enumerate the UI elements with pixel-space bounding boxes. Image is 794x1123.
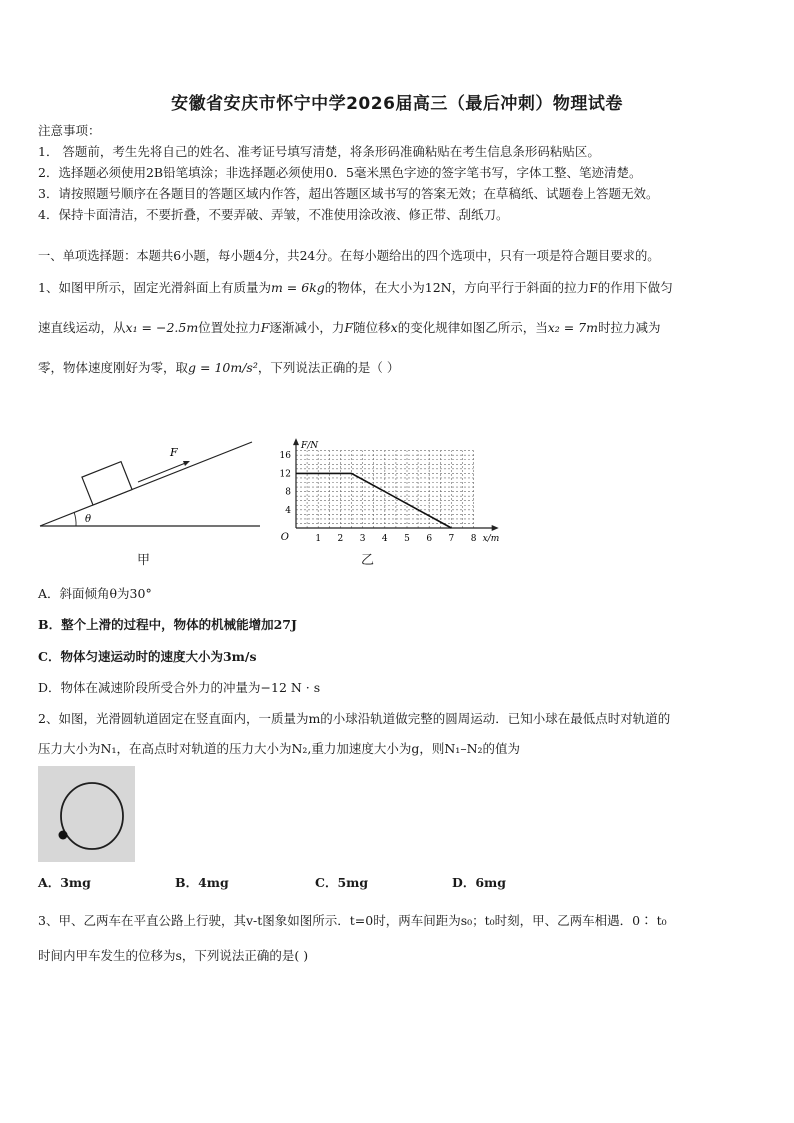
q1-option-c: C．物体匀速运动时的速度大小为3m/s — [38, 649, 257, 664]
q1-mass: m = 6kg — [270, 280, 325, 295]
q1-line-2 — [38, 318, 661, 336]
q1-line-1 — [38, 278, 673, 296]
y-axis-arrow — [293, 438, 299, 445]
y-tick-label: 12 — [279, 469, 291, 480]
note-item-3: 3．请按照题号顺序在各题目的答题区域内作答，超出答题区域书写的答案无效；在草稿纸、试题卷上答题无效。 — [38, 186, 659, 201]
x-tick-label: 4 — [381, 534, 388, 544]
x-tick-label: 5 — [404, 534, 410, 544]
x-tick-label: 3 — [359, 534, 366, 544]
note-item-1: 1． 答题前，考生先将自己的姓名、准考证号填写清楚，将条形码准确粘贴在考生信息条形码粘贴区。 — [38, 144, 600, 159]
figure-caption-jia: 甲 — [137, 553, 151, 568]
q3-line-1: 3、甲、乙两车在平直公路上行驶，其v-t图象如图所示．t=0时，两车间距为s₀；t₀时刻，甲、乙两车相遇．0∶ t₀ — [38, 913, 667, 928]
q1-text: 的变化规律如图乙所示，当 — [397, 320, 548, 335]
q1-force-symbol: F — [260, 320, 270, 335]
q1-option-b: B．整个上滑的过程中，物体的机械能增加27J — [38, 617, 297, 632]
q1-text: 时拉力减为 — [598, 320, 661, 335]
q1-x2: x₂ = 7m — [547, 320, 598, 335]
q2-line-1: 2、如图，光滑圆轨道固定在竖直面内，一质量为m的小球沿轨道做完整的圆周运动．已知小球在最低点时对轨道的 — [38, 711, 671, 726]
q2-option-d: D．6mg — [452, 875, 507, 890]
q2-option-a: A．3mg — [38, 875, 91, 890]
q2-option-c: C．5mg — [315, 875, 369, 890]
x-tick-label: 8 — [470, 534, 477, 544]
figure-caption-yi: 乙 — [361, 553, 375, 568]
q3-line-2: 时间内甲车发生的位移为s，下列说法正确的是( ) — [38, 948, 309, 963]
q1-text: 随位移 — [353, 320, 391, 335]
q1-force-symbol: F — [344, 320, 354, 335]
force-label: F — [170, 446, 178, 459]
circular-track-photo — [38, 766, 135, 862]
q1-x-symbol: x — [390, 320, 398, 335]
origin-label: O — [280, 532, 289, 543]
q1-option-d: D．物体在减速阶段所受合外力的冲量为−12 N · s — [38, 680, 321, 695]
q2-line-2: 压力大小为N₁，在高点时对轨道的压力大小为N₂,重力加速度大小为g，则N₁–N₂的值为 — [38, 741, 521, 756]
x-axis-label: x/m — [482, 534, 500, 544]
q1-text: 1、如图甲所示，固定光滑斜面上有质量为 — [38, 280, 271, 295]
q2-option-b: B．4mg — [175, 875, 229, 890]
q1-text: ，下列说法正确的是（ ） — [257, 360, 400, 375]
x-axis-arrow — [492, 525, 499, 531]
q1-option-a: A．斜面倾角θ为30° — [38, 586, 152, 601]
y-tick-label: 4 — [285, 505, 291, 516]
q1-line-3 — [38, 358, 399, 376]
q1-text: 逐渐减小，力 — [269, 320, 345, 335]
y-axis-label: F/N — [301, 441, 319, 452]
x-tick-label: 7 — [448, 534, 455, 544]
y-tick-label: 16 — [279, 451, 291, 462]
q1-text: 速直线运动，从 — [38, 320, 126, 335]
exam-title: 安徽省安庆市怀宁中学2026届高三（最后冲刺）物理试卷 — [171, 94, 623, 114]
x-tick-label: 6 — [426, 534, 433, 544]
x-tick-label: 2 — [337, 534, 344, 544]
q1-x1: x₁ = −2.5m — [125, 320, 199, 335]
angle-label: θ — [85, 514, 92, 525]
note-item-4: 4．保持卡面清洁，不要折叠，不要弄破、弄皱，不准使用涂改液、修正带、刮纸刀。 — [38, 207, 509, 222]
force-displacement-graph — [272, 392, 512, 547]
q1-gravity: g = 10m/s² — [188, 360, 258, 375]
q1-text: 位置处拉力 — [198, 320, 261, 335]
q1-text: 的物体，在大小为12N，方向平行于斜面的拉力F的作用下做匀 — [324, 280, 673, 295]
y-tick-label: 8 — [285, 487, 291, 498]
x-tick-label: 1 — [315, 534, 322, 544]
notes-heading: 注意事项： — [38, 123, 101, 138]
section-heading: 一、单项选择题：本题共6小题，每小题4分，共24分。在每小题给出的四个选项中，只有一项是符合题目要求的。 — [38, 249, 660, 263]
q1-text: 零，物体速度刚好为零，取 — [38, 360, 189, 375]
note-item-2: 2．选择题必须使用2B铅笔填涂；非选择题必须使用0．5毫米黑色字迹的签字笔书写，字体工整、笔迹清楚。 — [38, 165, 642, 180]
incline-diagram — [38, 430, 263, 530]
